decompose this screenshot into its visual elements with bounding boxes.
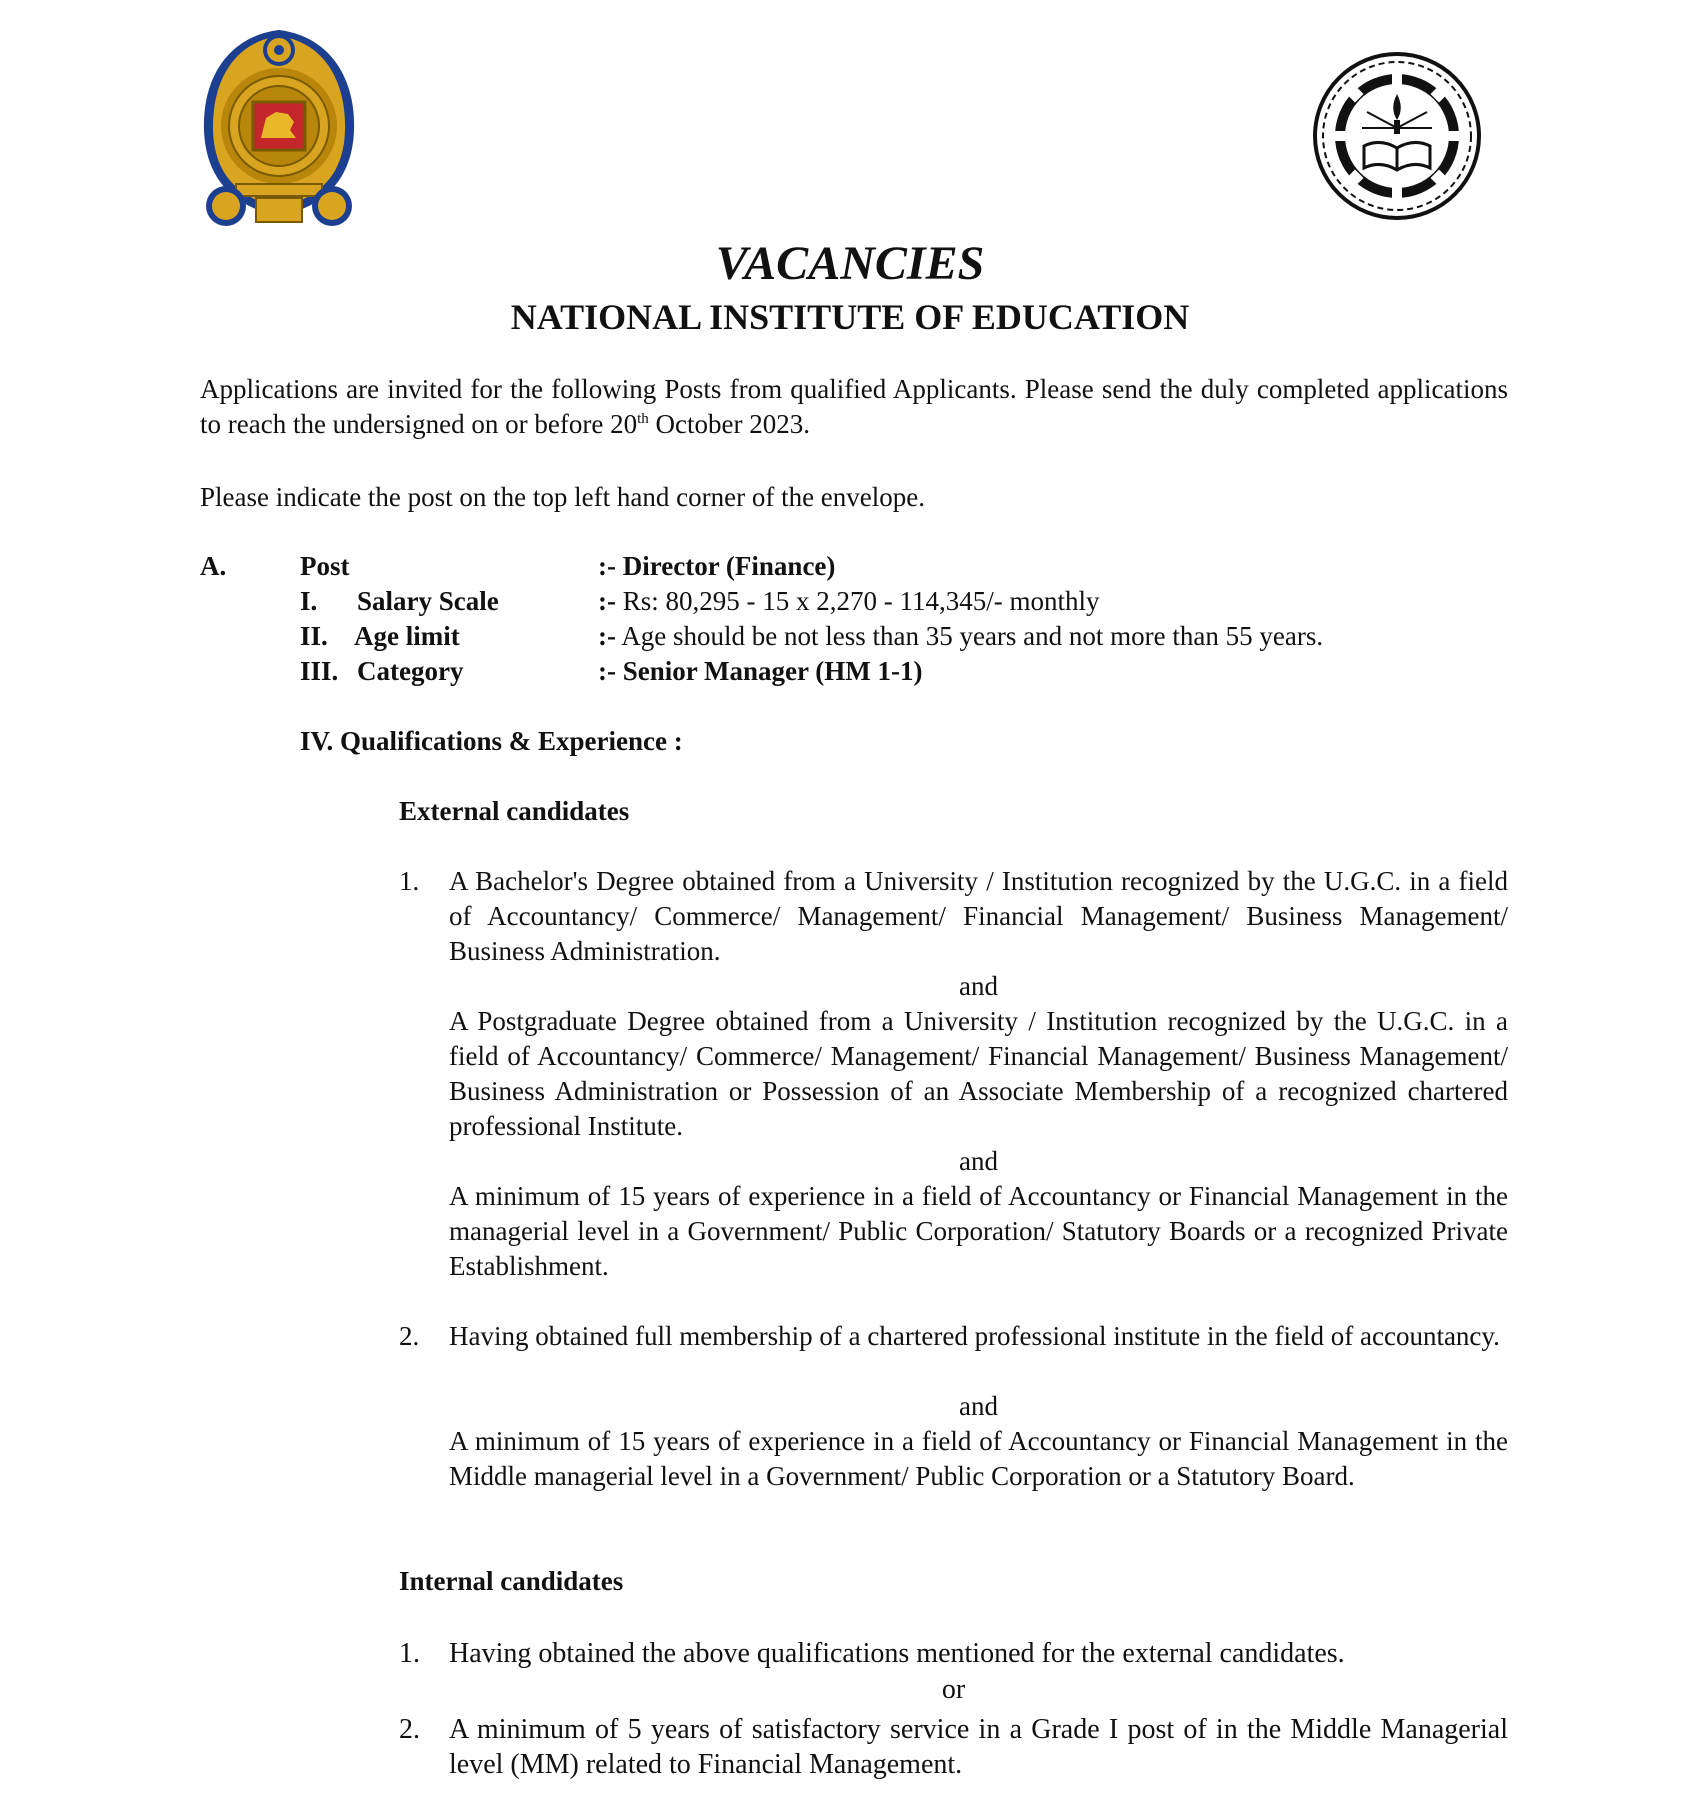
page-title: VACANCIES	[715, 237, 985, 290]
nie-seal-icon	[1312, 50, 1482, 222]
intro-text: Applications are invited for the following Posts from qualified Applicants. Please send the duly completed applications to reach the undersigned on or before 20	[200, 374, 1508, 439]
salary-value	[598, 584, 1099, 619]
external-item-2-text1: Having obtained full membership of a chartered professional institute in the field of accountancy.	[449, 1321, 1500, 1351]
salary-label: Salary Scale	[357, 586, 499, 616]
external-item-1-text3: A minimum of 15 years of experience in a field of Accountancy or Financial Management in the managerial level in a Government/ Public Corporation/ Statutory Boards or a recognized Private Establishment.	[449, 1181, 1508, 1281]
sri-lanka-emblem-icon	[198, 26, 360, 236]
category-num: III.	[300, 656, 339, 686]
envelope-note: Please indicate the post on the top left hand corner of the envelope.	[200, 482, 926, 512]
age-num: II.	[300, 621, 328, 651]
age-value	[598, 619, 1323, 654]
external-item-2-text2: A minimum of 15 years of experience in a field of Accountancy or Financial Management in the Middle managerial level in a Government/ Public Corporation or a Statutory Board.	[449, 1426, 1508, 1491]
date-superscript: th	[637, 411, 649, 427]
section-letter: A.	[200, 551, 227, 581]
intro-date-text: October 2023.	[648, 409, 810, 439]
salary-sep: :-	[598, 586, 616, 616]
external-item-2-and1: and	[959, 1391, 998, 1421]
external-item-1-and2: and	[959, 1146, 998, 1176]
internal-item-1-num: 1.	[399, 1638, 420, 1669]
age-label: Age limit	[354, 621, 460, 651]
salary-num: I.	[300, 586, 318, 616]
category-value: :- Senior Manager (HM 1-1)	[598, 656, 923, 686]
internal-heading: Internal candidates	[399, 1566, 624, 1596]
internal-item-1-text: Having obtained the above qualifications mentioned for the external candidates.	[449, 1638, 1345, 1669]
age-text: Age should be not less than 35 years and not more than 55 years.	[615, 621, 1324, 651]
organization-name: NATIONAL INSTITUTE OF EDUCATION	[510, 297, 1190, 337]
internal-item-2-num: 2.	[399, 1714, 420, 1745]
qualifications-heading: IV. Qualifications & Experience :	[300, 726, 683, 756]
intro-paragraph	[200, 372, 1508, 442]
post-label: Post	[300, 551, 350, 581]
external-item-1-and1: and	[959, 971, 998, 1001]
external-item-1-text1: A Bachelor's Degree obtained from a University / Institution recognized by the U.G.C. in a field of Accountancy/ Commerce/ Management/ Financial Management/ Business Management/ Business Administration.	[449, 866, 1508, 966]
post-value: :- Director (Finance)	[598, 551, 836, 581]
age-sep: :-	[598, 621, 616, 651]
internal-item-2-text: A minimum of 5 years of satisfactory service in a Grade I post of in the Middle Managerial level (MM) related to Financial Management.	[449, 1714, 1508, 1780]
external-item-1-text2: A Postgraduate Degree obtained from a University / Institution recognized by the U.G.C. in a field of Accountancy/ Commerce/ Management/ Financial Management/ Business Management/ Business Administration or Possession of an Associate Membership of a recognized chartered professional Institute.	[449, 1006, 1508, 1141]
internal-or: or	[941, 1674, 966, 1705]
external-item-1-num: 1.	[399, 866, 420, 896]
external-item-2-num: 2.	[399, 1321, 420, 1351]
external-heading: External candidates	[399, 796, 630, 826]
salary-text: Rs: 80,295 - 15 x 2,270 - 114,345/- monthly	[615, 586, 1100, 616]
category-label: Category	[357, 656, 464, 686]
